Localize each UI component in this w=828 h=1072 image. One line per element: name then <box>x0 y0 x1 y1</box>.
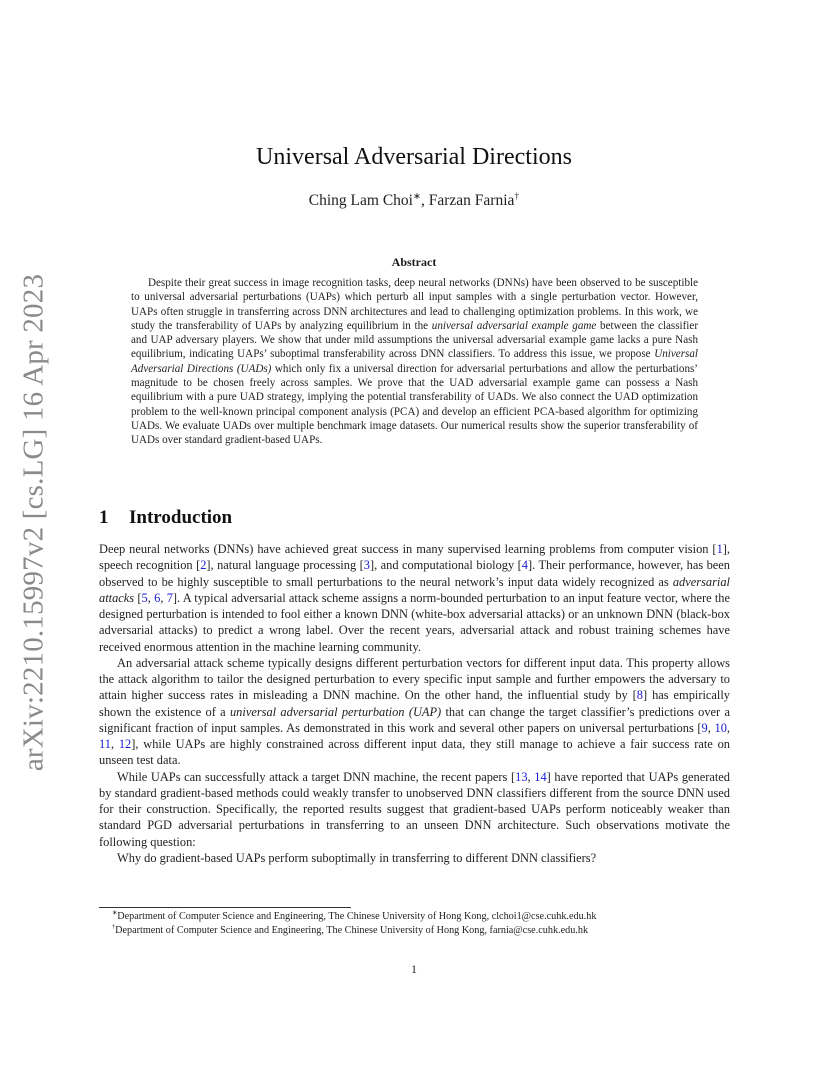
research-question <box>99 850 730 866</box>
page-number: 1 <box>411 962 417 976</box>
abstract-emphasis: universal adversarial example game <box>431 319 597 332</box>
citation-separator: , <box>147 590 155 605</box>
emphasized-term: universal adversarial perturbation (UAP) <box>229 704 442 719</box>
footnote-mark: ∗ <box>112 909 118 917</box>
citation-link[interactable]: 14 <box>534 769 547 784</box>
section-number: 1 <box>99 507 109 528</box>
section-title: Introduction <box>129 507 233 528</box>
citation-separator: , <box>160 590 167 605</box>
citation-separator: , <box>707 720 715 735</box>
section-heading <box>99 507 499 529</box>
emphasized-term: adversarial attacks <box>99 574 730 605</box>
body-text-run: ] have reported that UAPs generated by standard gradient-based methods could weakly transfer to unobserved DNN classifiers different from the source DNN used for their construction. Specifically, the reported results suggest that gradient-based UAPs perform noticeably weaker than standard PGD adversarial perturbations in transferring to an unseen DNN architecture. Such observations motivate the following question: <box>99 769 730 849</box>
citation-link[interactable]: 12 <box>118 737 132 751</box>
citation-separator: , <box>110 737 119 751</box>
paper-title: Universal Adversarial Directions <box>256 144 572 170</box>
author-name: Ching Lam Choi <box>308 192 413 209</box>
footnote-text: Department of Computer Science and Engineering, The Chinese University of Hong Kong, farnia@cse.cuhk.edu.hk <box>115 924 589 936</box>
footnote-affiliation <box>99 910 730 924</box>
footnotes <box>99 910 730 937</box>
intro-paragraph-1 <box>99 541 730 655</box>
body-text-run: ], and computational biology [ <box>369 558 522 573</box>
abstract-text-run: which only fix a universal direction for adversarial perturbations and allow the perturbations’ magnitude to be chosen freely across samples. We prove that the UAD adversarial example game can possess a Nash equilibrium with a pure UAD strategy, implying the potential transferability of UADs. We also connect the UAD optimization problem to the well-known principal component analysis (PCA) and develop an efficient PCA-based algorithm for optimizing UADs. We evaluate UADs over multiple benchmark image datasets. Our numerical results show the superior transferability of UADs over standard gradient-based UAPs. <box>131 362 698 447</box>
abstract-emphasis: Universal Adversarial Directions (UADs) <box>131 348 698 375</box>
body-text-run: Why do gradient-based UAPs perform suboptimally in transferring to different DNN classifiers? <box>117 850 597 865</box>
citation-link[interactable]: 11 <box>99 737 111 751</box>
citation-link[interactable]: 13 <box>515 769 528 784</box>
citation-separator: , <box>527 769 535 784</box>
body-text-run: ], natural language processing [ <box>206 558 364 573</box>
citation-link[interactable]: 6 <box>154 590 161 605</box>
abstract-text <box>131 276 698 448</box>
citation-link[interactable]: 3 <box>363 558 370 573</box>
citation-link[interactable]: 7 <box>166 590 173 605</box>
intro-paragraph-3 <box>99 769 730 850</box>
citation-link[interactable]: 5 <box>141 590 148 605</box>
citation-link[interactable]: 9 <box>701 720 708 735</box>
intro-paragraph-2 <box>99 655 730 769</box>
author-separator: , <box>421 192 429 209</box>
abstract-heading: Abstract <box>391 255 437 269</box>
body-text-run: ], speech recognition [ <box>99 542 730 573</box>
author-name: Farzan Farnia <box>428 192 515 209</box>
author-affiliation-mark: † <box>514 190 520 202</box>
author-line <box>0 192 828 210</box>
abstract-text-run: Despite their great success in image recognition tasks, deep neural networks (DNNs) have been observed to be susceptible to universal adversarial perturbations (UAPs) which perturb all input samples with a single perturbation vector. However, UAPs often struggle in transferring across DNN architectures and lead to challenging optimization problems. In this work, we study the transferability of UAPs by analyzing equilibrium in the <box>131 277 698 332</box>
citation-link[interactable]: 8 <box>636 688 643 703</box>
arxiv-identifier-stamp: arXiv:2210.15997v2 [cs.LG] 16 Apr 2023 <box>17 273 50 772</box>
introduction-body <box>99 541 730 866</box>
body-text-run: that can change the target classifier’s predictions over a significant fraction of input samples. As demonstrated in this work and several other papers on universal perturbations [ <box>99 704 730 735</box>
author-affiliation-mark: ∗ <box>412 190 422 202</box>
body-text-run: While UAPs can successfully attack a target DNN machine, the recent papers [ <box>117 769 516 784</box>
body-text-run: [ <box>134 590 142 605</box>
footnote-text: Department of Computer Science and Engineering, The Chinese University of Hong Kong, clchoi1@cse.cuhk.edu.hk <box>117 911 597 922</box>
body-text-run: ] has empirically shown the existence of a <box>99 688 730 719</box>
citation-link[interactable]: 4 <box>521 558 528 573</box>
footnote-divider <box>99 907 351 908</box>
footnote-affiliation <box>99 924 730 938</box>
citation-link[interactable]: 2 <box>200 558 207 573</box>
citation-separator: , <box>726 720 730 735</box>
citation-link[interactable]: 10 <box>714 720 727 735</box>
citation-link[interactable]: 1 <box>716 542 723 556</box>
body-text-run: ]. A typical adversarial attack scheme assigns a norm-bounded perturbation to an input feature vector, where the designed perturbation is intended to fool either a known DNN (white-box adversarial attacks) or an unknown DNN (black-box adversarial attacks) to predict a wrong label. Over the recent years, adversarial attack and robust training schemes have received enormous attention in the machine learning community. <box>99 590 730 654</box>
body-text-run: ]. Their performance, however, has been observed to be highly susceptible to small perturbations to the neural network’s input data widely recognized as <box>99 558 730 589</box>
body-text-run: Deep neural networks (DNNs) have achieved great success in many supervised learning problems from computer vision [ <box>99 542 717 556</box>
abstract-text-run: between the classifier and UAP adversary players. We show that under mild assumptions the universal adversarial example game lacks a pure Nash equilibrium, indicating UAPs’ suboptimal transferability across DNN classifiers. To address this issue, we propose <box>131 319 699 361</box>
footnote-mark: † <box>112 923 116 931</box>
body-text-run: ], while UAPs are highly constrained across different input data, they still manage to achieve a fair success rate on unseen test data. <box>99 737 730 768</box>
body-text-run: An adversarial attack scheme typically designs different perturbation vectors for different input data. This property allows the attack algorithm to tailor the designed perturbation to every specific input sample and further empowers the adversary to attain higher success rates in misleading a DNN machine. On the other hand, the influential study by [ <box>99 655 730 703</box>
